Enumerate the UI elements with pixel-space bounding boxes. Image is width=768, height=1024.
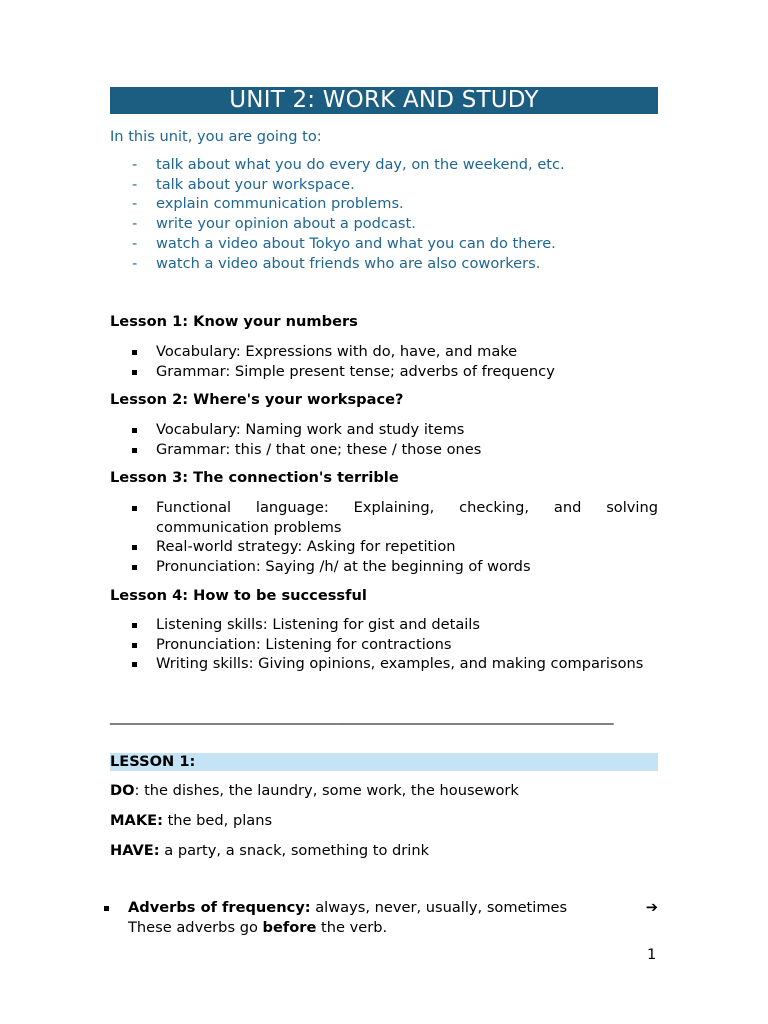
list-item (110, 654, 658, 674)
adverbs-note-bold: before (262, 919, 317, 936)
lesson-1-heading: Lesson 1: Know your numbers (110, 313, 358, 330)
intro-list (110, 155, 658, 273)
list-item (110, 537, 658, 557)
adverbs-line (128, 898, 658, 918)
arrow-right-icon: ➔ (645, 899, 658, 916)
intro-text: In this unit, you are going to: (110, 128, 322, 145)
lesson-3-list (110, 498, 658, 576)
list-item (110, 175, 658, 195)
list-item-text: Grammar: this / that one; these / those ones (156, 440, 482, 458)
dash-bullet: - (132, 234, 138, 252)
square-bullet-icon (132, 448, 137, 453)
have-label: HAVE: (110, 842, 160, 859)
list-item-text: Vocabulary: Expressions with do, have, and make (156, 343, 518, 360)
have-line (110, 841, 429, 861)
intro-item-text: watch a video about friends who are also coworkers. (156, 254, 541, 272)
lesson-2-list (110, 420, 658, 459)
list-item (110, 440, 658, 460)
list-item (110, 498, 658, 537)
square-bullet-icon (132, 428, 137, 433)
list-item (110, 155, 658, 175)
lesson-1-list (110, 342, 658, 381)
intro-item-text: explain communication problems. (156, 195, 404, 213)
list-item (110, 342, 658, 362)
list-item-text: Grammar: Simple present tense; adverbs of frequency (156, 362, 555, 380)
square-bullet-icon (132, 350, 137, 355)
lesson-3-heading: Lesson 3: The connection's terrible (110, 469, 399, 486)
page-number: 1 (647, 946, 657, 963)
list-item-text: Vocabulary: Naming work and study items (156, 421, 465, 438)
square-bullet-icon (104, 906, 109, 911)
list-item-text: Listening skills: Listening for gist and details (156, 616, 480, 633)
do-text: : the dishes, the laundry, some work, the housework (134, 782, 519, 799)
intro-item-text: talk about what you do every day, on the weekend, etc. (156, 156, 565, 173)
list-item-text: Writing skills: Giving opinions, examples, and making comparisons (156, 655, 644, 673)
do-label: DO (110, 782, 135, 799)
square-bullet-icon (132, 565, 137, 570)
list-item (110, 615, 658, 635)
adverbs-words: always, never, usually, sometimes (310, 899, 568, 916)
list-item-text: Pronunciation: Listening for contractions (156, 635, 452, 653)
dash-bullet: - (132, 195, 138, 213)
make-line (110, 811, 272, 831)
square-bullet-icon (132, 662, 137, 667)
intro-item-text: write your opinion about a podcast. (156, 215, 416, 233)
square-bullet-icon (132, 545, 137, 550)
intro-item-text: watch a video about Tokyo and what you can do there. (156, 234, 556, 252)
list-item (110, 254, 658, 274)
have-text: a party, a snack, something to drink (159, 842, 430, 859)
lesson-2-heading: Lesson 2: Where's your workspace? (110, 391, 404, 408)
dash-bullet: - (132, 215, 138, 233)
adverbs-label: Adverbs of frequency: (128, 899, 311, 916)
make-label: MAKE: (110, 812, 163, 829)
dash-bullet: - (132, 175, 138, 193)
intro-item-text: talk about your workspace. (156, 175, 355, 193)
square-bullet-icon (132, 506, 137, 511)
list-item-text: Pronunciation: Saying /h/ at the beginning of words (156, 557, 531, 575)
square-bullet-icon (132, 370, 137, 375)
list-item (110, 362, 658, 382)
dash-bullet: - (132, 156, 138, 173)
dash-bullet: - (132, 254, 138, 272)
adverbs-note-pre: These adverbs go (128, 919, 263, 936)
make-text: the bed, plans (162, 812, 273, 829)
list-item (110, 557, 658, 577)
square-bullet-icon (132, 623, 137, 628)
list-item (110, 234, 658, 254)
list-item (110, 635, 658, 655)
adverbs-note (128, 918, 658, 938)
separator-line: _____________________________________________________________________ (110, 708, 614, 725)
adverbs-note-post: the verb. (316, 919, 388, 936)
lesson-1-section-label: LESSON 1: (110, 753, 658, 771)
list-item (110, 214, 658, 234)
adverbs-list (110, 898, 658, 938)
list-item (110, 898, 658, 938)
list-item (110, 194, 658, 214)
lesson-4-list (110, 615, 658, 674)
unit-title: UNIT 2: WORK AND STUDY (110, 87, 658, 114)
list-item (110, 420, 658, 440)
lesson-4-heading: Lesson 4: How to be successful (110, 587, 367, 604)
list-item-text: Real-world strategy: Asking for repetition (156, 538, 456, 556)
square-bullet-icon (132, 643, 137, 648)
list-item-text: Functional language: Explaining, checking, and solving communication problems (156, 499, 658, 536)
do-line (110, 781, 519, 801)
